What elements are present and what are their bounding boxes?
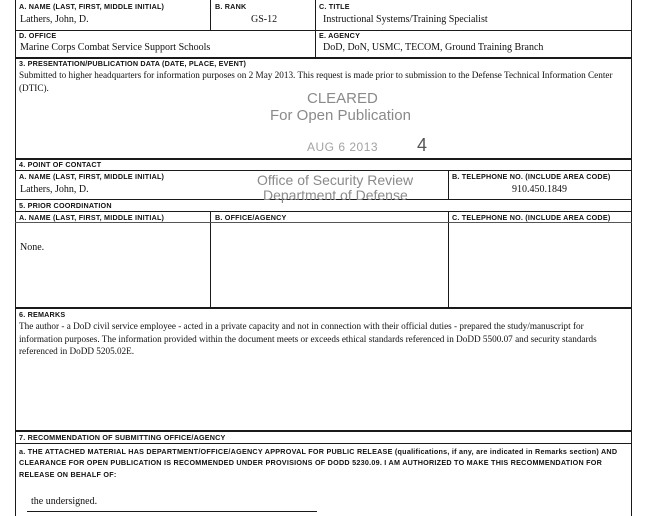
divider	[448, 170, 449, 200]
remarks-text: The author - a DoD civil service employee - acted in a private capacity and not in connection with their official duties - prepared the study/manuscript for information purposes. The information provided within the document meets or exceeds ethical standards referenced in DoDD 5500.07 and security standards referenced in DoDD 5205.02E.	[19, 321, 597, 357]
contact-heading: 4. POINT OF CONTACT	[19, 160, 102, 169]
cleared-stamp: CLEARED	[307, 90, 378, 107]
presentation-text: Submitted to higher headquarters for information purposes on 2 May 2013. This request is made prior to submission to the Defense Technical Information Center (DTIC).	[19, 70, 613, 93]
contact-name-label: A. NAME (LAST, FIRST, MIDDLE INITIAL)	[19, 172, 165, 181]
divider	[448, 211, 449, 307]
form-right-border	[631, 0, 632, 516]
department-stamp: Department of Defense	[263, 187, 408, 203]
coordination-name-label: A. NAME (LAST, FIRST, MIDDLE INITIAL)	[19, 213, 165, 222]
rule	[15, 158, 632, 160]
rule	[15, 222, 632, 223]
rule	[15, 170, 632, 171]
security-review-stamp: Office of Security Review	[257, 172, 414, 188]
rule	[15, 211, 632, 212]
title-label: C. TITLE	[319, 2, 350, 11]
coordination-phone-label: C. TELEPHONE NO. (INCLUDE AREA CODE)	[452, 213, 611, 222]
stamp-date: AUG 6 2013	[307, 140, 379, 154]
divider	[210, 211, 211, 307]
title-value: Instructional Systems/Training Specialist	[323, 14, 488, 25]
divider	[315, 0, 316, 57]
recommendation-value: the undersigned.	[31, 496, 98, 507]
office-label: D. OFFICE	[19, 31, 57, 40]
office-value: Marine Corps Combat Service Support Schools	[20, 42, 211, 53]
prior-coordination-heading: 5. PRIOR COORDINATION	[19, 201, 112, 210]
rule	[15, 430, 632, 432]
agency-value: DoD, DoN, USMC, TECOM, Ground Training Branch	[323, 42, 544, 53]
remarks-heading: 6. REMARKS	[19, 310, 66, 319]
form-left-border	[15, 0, 16, 516]
presentation-heading: 3. PRESENTATION/PUBLICATION DATA (DATE, PLACE, EVENT)	[19, 59, 247, 68]
rule	[15, 307, 632, 309]
recommendation-heading: 7. RECOMMENDATION OF SUBMITTING OFFICE/AGENCY	[19, 433, 226, 442]
contact-phone-value: 910.450.1849	[512, 184, 567, 195]
contact-phone-label: B. TELEPHONE NO. (INCLUDE AREA CODE)	[452, 172, 611, 181]
name-value: Lathers, John, D.	[20, 14, 89, 25]
rank-label: B. RANK	[215, 2, 247, 11]
name-label: A. NAME (LAST, FIRST, MIDDLE INITIAL)	[19, 2, 165, 11]
recommendation-text: a. THE ATTACHED MATERIAL HAS DEPARTMENT/OFFICE/AGENCY APPROVAL FOR PUBLIC RELEASE (qualifications, if any, are indicated in Remarks section) AND CLEARANCE FOR OPEN PUBLICATION IS RECOMMENDED UNDER PROVISIONS OF DODD 5230.09. I AM AUTHORIZED TO MAKE THIS RECOMMENDATION FOR RELEASE ON BEHALF OF:	[19, 447, 618, 479]
contact-name-value: Lathers, John, D.	[20, 184, 89, 195]
divider	[210, 0, 211, 30]
coordination-office-label: B. OFFICE/AGENCY	[215, 213, 287, 222]
handwritten-number: 4	[417, 135, 428, 155]
open-publication-stamp: For Open Publication	[270, 107, 411, 124]
coordination-name-value: None.	[20, 242, 45, 253]
rule	[15, 443, 632, 444]
signature-line	[27, 511, 317, 512]
agency-label: E. AGENCY	[319, 31, 361, 40]
rank-value: GS-12	[251, 14, 278, 25]
